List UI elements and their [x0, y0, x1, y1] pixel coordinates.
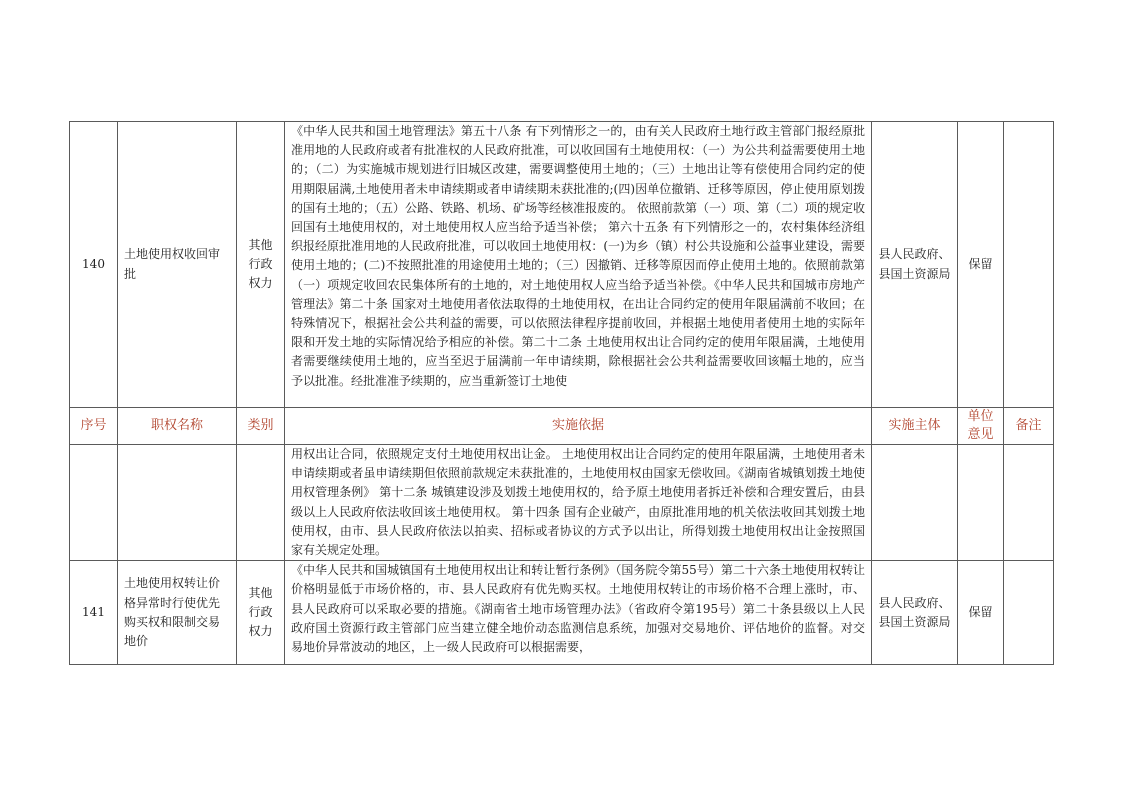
implementing-subject: 县人民政府、县国土资源局 — [872, 122, 958, 408]
remark — [1004, 445, 1054, 561]
legal-basis-text: 《中华人民共和国城镇国有土地使用权出让和转让暂行条例》（国务院令第55号）第二十六条土地使用权转让价格明显低于市场价格的，市、县人民政府有优先购买权。土地使用权转让的市场价格不合理上涨时，市、县人民政府可以采取必要的措施。《湖南省土地市场管理办法》（省政府令第195号）第二十条县级以上人民政府国土资源行政主管部门应当建立健全地价动态监测信息系统，加强对交易地价、评估地价的监督。对交易地价异常波动的地区，上一级人民政府可以根据需要， — [291, 563, 865, 655]
unit-opinion — [958, 445, 1004, 561]
row-number: 141 — [70, 561, 118, 665]
power-name — [118, 445, 237, 561]
legal-basis — [285, 445, 872, 561]
header-remark: 备注 — [1004, 408, 1054, 445]
power-name: 土地使用权转让价格异常时行使优先购买权和限制交易地价 — [118, 561, 237, 665]
table-row — [70, 122, 1054, 408]
legal-basis-text: 《中华人民共和国土地管理法》第五十八条 有下列情形之一的，由有关人民政府土地行政主管部门报经原批准用地的人民政府或者有批准权的人民政府批准，可以收回国有土地使用权：（一）为公共利益需要使用土地的；（二）为实施城市规划进行旧城区改建，需要调整使用土地的；（三）土地出让等有偿使用合同约定的使用期限届满,土地使用者未申请续期或者申请续期未获批准的;(四)因单位撤销、迁移等原因，停止使用原划拨的国有土地的；（五）公路、铁路、机场、矿场等经核准报废的。 依照前款第（一）项、第（二）项的规定收回国有土地使用权的，对土地使用权人应当给予适当补偿； 第六十五条 有下列情形之一的，农村集体经济组织报经原批准用地的人民政府批准，可以收回土地使用权：(一)为乡（镇）村公共设施和公益事业建设，需要使用土地的；(二)不按照批准的用途使用土地的；（三）因撤销、迁移等原因而停止使用土地的。依照前款第（一）项规定收回农民集体所有的土地的，对土地使用权人应当给予适当补偿。《中华人民共和国城市房地产管理法》第二十条 国家对土地使用者依法取得的土地使用权，在出让合同约定的使用年限届满前不收回；在特殊情况下，根据社会公共利益的需要，可以依照法律程序提前收回，并根据土地使用者使用土地的实际年限和开发土地的实际情况给予相应的补偿。第二十二条 土地使用权出让合同约定的使用年限届满，土地使用者需要继续使用土地的，应当至迟于届满前一年申请续期，除根据社会公共利益需要收回该幅土地的，应当予以批准。经批准准予续期的，应当重新签订土地使 — [291, 124, 865, 388]
legal-basis — [285, 561, 872, 665]
header-basis: 实施依据 — [285, 408, 872, 445]
header-category: 类别 — [237, 408, 285, 445]
power-name: 土地使用权收回审批 — [118, 122, 237, 408]
unit-opinion: 保留 — [958, 561, 1004, 665]
header-name: 职权名称 — [118, 408, 237, 445]
power-category: 其他行政权力 — [237, 561, 285, 665]
power-category: 其他行政权力 — [237, 122, 285, 408]
header-subject: 实施主体 — [872, 408, 958, 445]
remark — [1004, 122, 1054, 408]
power-category — [237, 445, 285, 561]
implementing-subject: 县人民政府、县国土资源局 — [872, 561, 958, 665]
table-header-row — [70, 408, 1054, 445]
legal-basis-text: 用权出让合同，依照规定支付土地使用权出让金。 土地使用权出让合同约定的使用年限届满，土地使用者未申请续期或者虽申请续期但依照前款规定未获批准的，土地使用权由国家无偿收回。《湖南省城镇划拨土地使用权管理条例》 第十二条 城镇建设涉及划拨土地使用权的，给予原土地使用者拆迁补偿和合理安置后，由县级以上人民政府依法收回该土地使用权。 第十四条 国有企业破产，由原批准用地的机关依法收回其划拨土地使用权，由市、县人民政府依法以拍卖、招标或者协议的方式予以出让，所得划拨土地使用权出让金按照国家有关规定处理。 — [291, 447, 865, 558]
row-number: 140 — [70, 122, 118, 408]
implementing-subject — [872, 445, 958, 561]
header-opinion: 单位意见 — [958, 408, 1004, 445]
legal-basis — [285, 122, 872, 408]
table-row — [70, 445, 1054, 561]
unit-opinion: 保留 — [958, 122, 1004, 408]
table-row — [70, 561, 1054, 665]
row-number — [70, 445, 118, 561]
powers-table — [69, 121, 1054, 665]
header-num: 序号 — [70, 408, 118, 445]
remark — [1004, 561, 1054, 665]
